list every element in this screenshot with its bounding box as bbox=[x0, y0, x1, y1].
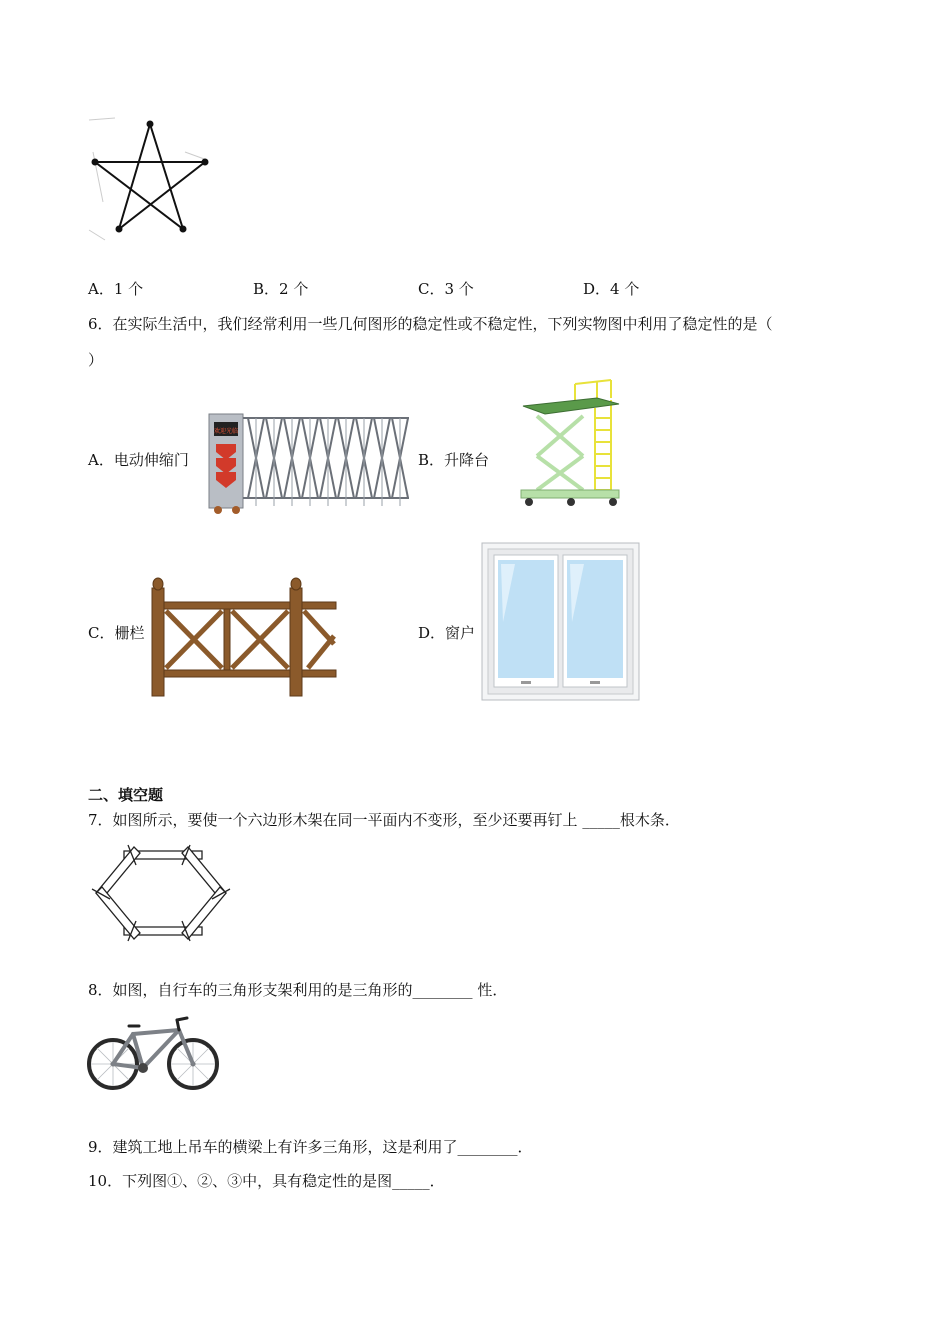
window-image bbox=[481, 542, 641, 702]
q8-stem: 8．如图，自行车的三角形支架利用的是三角形的________ 性． bbox=[88, 981, 508, 999]
q5-option-b: B．2 个 bbox=[253, 280, 309, 298]
q5-option-a: A．1 个 bbox=[88, 280, 144, 298]
bicycle-image bbox=[85, 1008, 223, 1092]
q6-stem: 6．在实际生活中，我们经常利用一些几何图形的稳定性或不稳定性，下列实物图中利用了稳定性的是（ bbox=[88, 315, 773, 333]
gate-sign-text: 欢迎光临 bbox=[213, 428, 239, 435]
hexagon-frame-figure bbox=[90, 843, 232, 943]
q6-stem-end: ） bbox=[88, 351, 104, 369]
q6-option-d: D．窗户 bbox=[418, 624, 476, 642]
fence-image bbox=[148, 574, 338, 698]
q5-option-c: C．3 个 bbox=[418, 280, 474, 298]
q7-stem: 7．如图所示，要使一个六边形木架在同一平面内不变形，至少还要再钉上 _____根木条． bbox=[88, 811, 680, 829]
q6-option-c: C．栅栏 bbox=[88, 624, 145, 642]
q6-option-b: B．升降台 bbox=[418, 451, 490, 469]
star-figure bbox=[85, 112, 215, 242]
lift-platform-image bbox=[515, 378, 625, 510]
electric-gate-image bbox=[206, 410, 411, 516]
q10-stem: 10．下列图①、②、③中，具有稳定性的是图_____． bbox=[88, 1172, 445, 1190]
q9-stem: 9．建筑工地上吊车的横梁上有许多三角形，这是利用了________． bbox=[88, 1138, 533, 1156]
section-title: 二、填空题 bbox=[88, 786, 164, 804]
q5-option-d: D．4 个 bbox=[583, 280, 640, 298]
q6-option-a: A．电动伸缩门 bbox=[88, 451, 189, 469]
